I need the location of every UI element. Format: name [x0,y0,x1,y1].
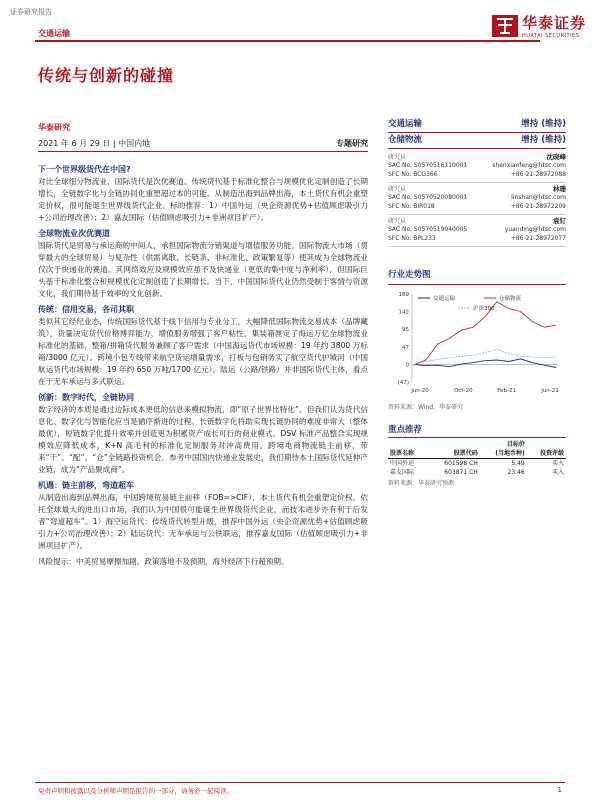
page-number: 1 [557,786,562,794]
analyst-phone: +86-21-28972209 [510,202,566,210]
x-tick-label: Oct-20 [454,388,473,394]
rating-row [388,117,566,133]
legend-label: 仓储物流 [499,296,522,302]
brand-name: 华泰证券 [521,14,586,32]
investment-rating: 买入 [551,469,564,476]
x-tick-label: Jun-21 [541,388,559,394]
section-heading: 机遇：链主前移，弯道超车 [38,481,134,490]
section-heading: 全球物流业次优赛道 [38,229,110,238]
stock-code: 601598 CH [444,460,478,467]
rating-sector: 仓储物流 [388,135,423,145]
y-tick-label: 142 [398,309,409,316]
section [38,164,368,224]
brand-name-en: HUATAI SECURITIES [521,33,580,39]
y-tick-label: 47 [402,344,409,351]
y-tick-label: (47) [397,380,409,386]
target-price-header: 目标价 [506,441,525,448]
section [38,480,368,552]
report-date: 2021 年 6 月 29 日 [38,139,111,148]
analyst-sac: SAC No. S0570516110001 [388,162,468,169]
table-row [388,468,566,477]
research-label: 华泰研究 [38,123,70,132]
analyst-sfc: SFC No. BCG366 [388,170,438,178]
column-header: 投资评级 [527,449,566,459]
analyst-phone: +86-21-28972077 [510,234,566,242]
section [38,304,368,388]
legend-label: 沪深300 [473,306,495,312]
target-price: 5.49 [511,460,525,467]
rating-value: 增持 (维持) [521,119,566,129]
series-line-3 [414,350,556,365]
y-tick-label: 0 [405,362,409,369]
analyst-email[interactable]: shenxiaofeng@htsc.com [492,162,566,169]
risk-warning: 风险提示：中美贸易摩擦加剧，政策落地不及预期，海外经济下行超预期。 [38,557,289,566]
table-row [388,459,566,469]
chart-divider [388,284,566,285]
chart-title: 行业走势图 [388,270,431,280]
analyst-sfc: SFC No. BPL233 [388,234,436,242]
stock-code: 603871 CH [444,469,478,476]
section [38,228,368,300]
analyst-name: 林珊 [553,185,566,193]
section-text: 国际货代是贸易与承运商的中间人，承担国际物流分销渠道与增值服务功能。国际物流大市场（贯穿最大的全球贸易）与复杂性（供需离散、长链条、非标准化、政策繁复等）使其成为全球物流业仅次于快递业的赛道。其网络效应及规模效应虽不及快递业（更低的集中度与净利率），但国际巨头基于标准化整合和规模优化定制创造了长期增长。当下，中国国际货代业仍然受制于客情与资源文化，我们期待基于效率的文化创新。 [38,241,368,298]
analyst-sfc: SFC No. BIR018 [388,202,435,210]
analyst-card [388,183,566,215]
analyst-card [388,151,566,183]
section [38,392,368,476]
section-heading: 下一个世界级货代在中国? [38,165,131,174]
report-kind: 专题研究 [336,139,368,148]
rating-sector: 交通运输 [388,119,423,129]
sector-label: 交通运输 [38,29,70,38]
analyst-card [388,215,566,247]
disclaimer-note: 免责声明和披露以及分析师声明是报告的一部分，请务必一起阅读。 [38,787,233,795]
investment-rating: 买入 [551,460,564,467]
main-body [38,164,368,568]
analyst-sac: SAC No. S0570520080001 [388,194,468,201]
recommendations-source: 资料来源：华泰研究预测 [388,480,455,487]
analyst-list [388,151,566,247]
x-tick-label: Feb-21 [497,388,517,394]
rating-row [388,133,566,149]
section-heading: 传统：信用交易，各司其职 [38,305,134,314]
section-text: 数字经济的本质是通过边际成本更低的信息来模拟物流，即“原子世界比特化”。但我们认为货代信息化、数字化与智能化应当是循序渐进的过程。长链数字化将助实现长链协同的难度非常大（整体最优），短链数字化提升效率并创造更为积累资产成长可行的商业模式。DSV 标准产品整合实现规模效应降低成本，K+N 高毛利的标准化定制服务对冲高费用。跨境电商物流链主前移，带来“干”、“配”、“仓”全链路投资机会。参考中国国内快递业发展史，我们期待本土国际货代延伸产业链，成为“产品聚成商”。 [38,405,368,474]
analyst-role: 研究员 [388,154,407,161]
target-price: 23.46 [507,469,525,476]
analyst-email[interactable]: yuanding@htsc.com [504,226,566,233]
section-heading: 创新：数字时代，全链协同 [38,393,134,402]
recommendations-table-wrap [388,440,566,477]
report-region: | 中国内地 [110,139,150,148]
chart-source: 资料来源：Wind，华泰研究 [388,404,464,411]
meta-divider [38,151,368,152]
sector-ratings [388,117,566,149]
recommendations-divider [388,437,566,438]
trend-chart-svg [388,286,566,398]
analyst-name: 沈晓峰 [546,153,566,161]
column-header: 股票代码 [427,449,480,459]
recommendations-title: 重点推荐 [388,425,423,435]
footer-divider [35,782,565,783]
column-header: 股票名称 [388,449,427,459]
industry-trend-chart [388,286,566,398]
legend-label: 交通运输 [433,296,456,302]
header-divider [35,40,540,42]
section-text: 类似其它经纪业态，传统国际货代基于线下信用与专业分工，大幅降低国际物流交易成本（品牌藏筑），货量决定货代价格博弈能力，增值服务增强了客户粘性。集装箱匣定了海运万亿全球物流业标准化的基础，整箱/拼箱货代服务兼顾了客户需求（中国海运货代市场规模：19 年约 3800 万标箱/3000 亿元）。跨境小包专线带来航空货运增量需求，打板与包销务实了航空货代护城河（中国航运货代市场规模：19 年约 650 万吨/1700 亿元）。陆运（公路/铁路）并非国际货代主体，看点在于无车承运与多式联运。 [38,317,368,386]
section-text: 从制造出海到品牌出海，中国跨境贸易链主前移（FOB=>CIF），本土货代有机会重塑定价权。依托全球最大的进出口市场，我们认为中国很可能诞生世界级货代企业，而技术进步亦有利于后发者“弯道超车”。1）海空运货代：传统货代转型升级，推荐中国外运（央企资源优势+估值顾虑吸引力+公司治理改善）；2）陆运货代：无车承运与公铁联运，推荐嘉友国际（估值顾虑吸引力+非洲项目扩产）。 [38,493,368,550]
x-tick-label: Jun-20 [411,388,429,394]
y-tick-label: 189 [398,292,409,298]
report-meta [38,138,368,149]
column-header: (当地币种) [480,449,527,459]
analyst-role: 研究员 [388,218,407,225]
brand-logo [492,12,586,39]
analyst-name: 袁钉 [553,217,566,225]
stock-name: 嘉友国际 [390,469,415,476]
analyst-phone: +86-21-28972088 [510,170,566,178]
report-title: 传统与创新的碰撞 [38,66,175,85]
analyst-role: 研究员 [388,186,407,193]
section-text: 对比全球细分物流业，国际货代是次优赛道。传统货代基于标准化整合与规模优化定制创造了长期增长，全链数字化与全链协同化重塑超过本的可能。从制造出海到品牌出海，本土货代有机会重塑定价权，很可能诞生世界级货代企业。标的推荐：1）中国外运（央企资源优势+估值顾虑吸引力+公司治理改善）；2）嘉友国际（估值顾虑吸引力+非洲项目扩产）。 [38,177,368,222]
analyst-sac: SAC No. S0570519040005 [388,226,468,233]
y-tick-label: 95 [402,327,409,334]
rating-value: 增持 (维持) [521,135,566,145]
huatai-logo-icon [492,15,518,37]
analyst-email[interactable]: linshan@htsc.com [511,194,566,201]
report-type-label: 证券研究报告 [10,8,52,16]
stock-name: 中国外运 [390,460,415,467]
recommendations-table [388,440,566,477]
